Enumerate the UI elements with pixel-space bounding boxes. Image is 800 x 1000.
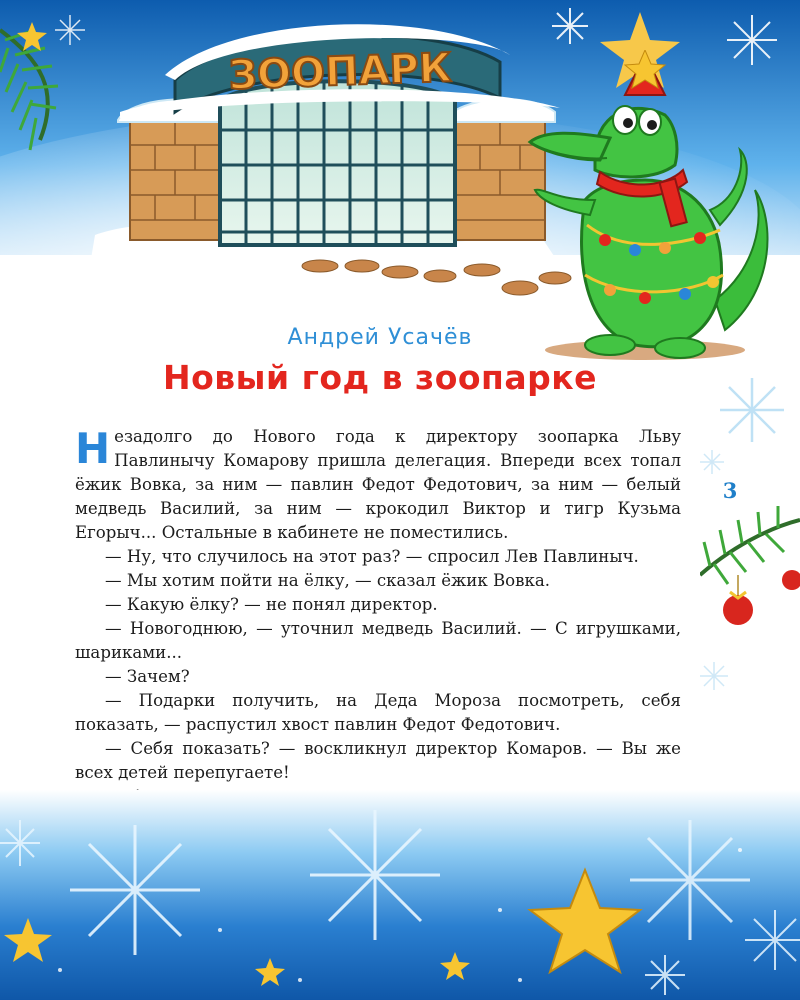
snowflake-icon bbox=[700, 662, 728, 690]
snowflake-icon bbox=[700, 450, 724, 474]
page-number: 3 bbox=[722, 478, 738, 503]
snowflake-icon bbox=[645, 955, 685, 995]
right-side-decorations bbox=[700, 370, 800, 700]
gate-sign-text: ЗООПАРК bbox=[227, 45, 453, 99]
story-paragraph: — Зачем? bbox=[105, 667, 190, 686]
snowflake-icon bbox=[310, 810, 440, 940]
story-paragraph: — Мы хотим пойти на ёлку, — сказал ёжик Вовка. bbox=[105, 571, 551, 590]
snowflake-icon bbox=[70, 825, 200, 955]
story-paragraph: — Ну, что случилось на этот раз? — спросил Лев Павлиныч. bbox=[105, 547, 639, 566]
story-paragraph bbox=[75, 425, 681, 545]
author-name: Андрей Усачёв bbox=[287, 325, 473, 350]
snowflake-icon bbox=[630, 820, 750, 940]
story-paragraph: — Новогоднюю, — уточнил медведь Василий. — С игрушками, шариками... bbox=[75, 619, 681, 662]
crocodile-christmas-tree-character bbox=[515, 50, 785, 370]
story-paragraph: — Какую ёлку? — не понял директор. bbox=[105, 595, 438, 614]
story-paragraph: — Подарки получить, на Деда Мороза посмотреть, себя показать, — распустил хвост павлин Федот Федотович. bbox=[75, 691, 681, 734]
christmas-ornament-icon bbox=[723, 570, 800, 625]
drop-cap: Н bbox=[75, 424, 111, 473]
bottom-illustration bbox=[0, 790, 800, 1000]
story-paragraph-text: езадолго до Нового года к директору зоопарка Льву Павлинычу Комарову пришла делегация. Впереди всех топал ёжик Вовка, за ним — павлин Федот Федотович, за ним — белый медведь Василий, за ним — крокодил Виктор и тигр Кузьма Егорыч... Остальные в кабинете не поместились. bbox=[75, 427, 681, 542]
story-paragraph: — Себя показать? — воскликнул директор Комаров. — Вы же всех детей перепугаете! bbox=[75, 739, 681, 782]
story-text bbox=[75, 425, 681, 833]
snowflake-icon bbox=[552, 8, 588, 44]
story-title: Новый год в зоопарке bbox=[162, 358, 598, 397]
fir-branch-icon bbox=[700, 506, 800, 584]
